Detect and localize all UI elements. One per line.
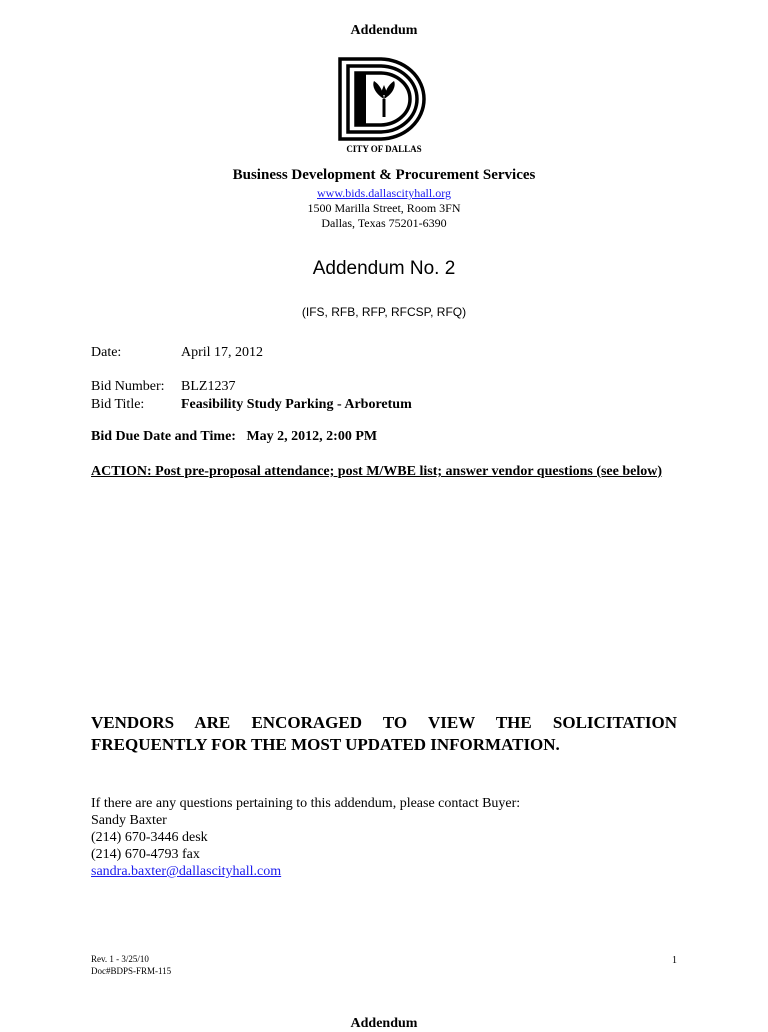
city-of-dallas-logo-icon [322,55,446,155]
page-number: 1 [672,955,677,966]
contact-name: Sandy Baxter [91,813,167,828]
contact-email-link[interactable]: sandra.baxter@dallascityhall.com [91,864,282,879]
footer-doc-id: Doc#BDPS-FRM-115 [91,966,172,976]
action-statement: ACTION: Post pre-proposal attendance; post M/WBE list; answer vendor questions (see below) [91,464,663,479]
bid-title-value: Feasibility Study Parking - Arboretum [181,397,412,412]
org-address-line1: 1500 Marilla Street, Room 3FN [307,201,461,215]
footer-revision: Rev. 1 - 3/25/10 [91,954,149,964]
addendum-title: Addendum No. 2 [312,258,456,279]
footer-info [91,953,171,977]
next-page-header-title: Addendum [350,1016,418,1031]
bid-number-row [91,379,235,395]
bid-number-value: BLZ1237 [181,379,236,394]
org-address-line2: Dallas, Texas 75201-6390 [321,216,447,230]
bid-title-row [91,397,412,413]
date-row [91,345,263,361]
bid-due-row [91,429,377,445]
page-header-title: Addendum [350,23,418,38]
contact-phone: (214) 670-3446 desk [91,830,208,845]
bid-due-value: May 2, 2012, 2:00 PM [246,429,378,444]
date-value: April 17, 2012 [181,345,264,360]
vendor-notice: VENDORS ARE ENCORAGED TO VIEW THE SOLICITATION FREQUENTLY FOR THE MOST UPDATED INFORMATION. [91,713,677,754]
contact-intro: If there are any questions pertaining to this addendum, please contact Buyer: [91,796,521,811]
logo-caption: CITY OF DALLAS [346,144,422,154]
bid-number-label: Bid Number: [91,379,165,394]
org-name: Business Development & Procurement Services [232,167,536,183]
org-address-block [0,186,768,231]
contact-block [91,795,520,880]
city-logo [322,55,446,155]
bid-due-label: Bid Due Date and Time: [91,429,236,444]
org-website-link[interactable]: www.bids.dallascityhall.org [317,186,451,200]
date-label: Date: [91,345,122,360]
bid-title-label: Bid Title: [91,397,145,412]
solicitation-types: (IFS, RFB, RFP, RFCSP, RFQ) [301,305,467,319]
contact-fax: (214) 670-4793 fax [91,847,200,862]
